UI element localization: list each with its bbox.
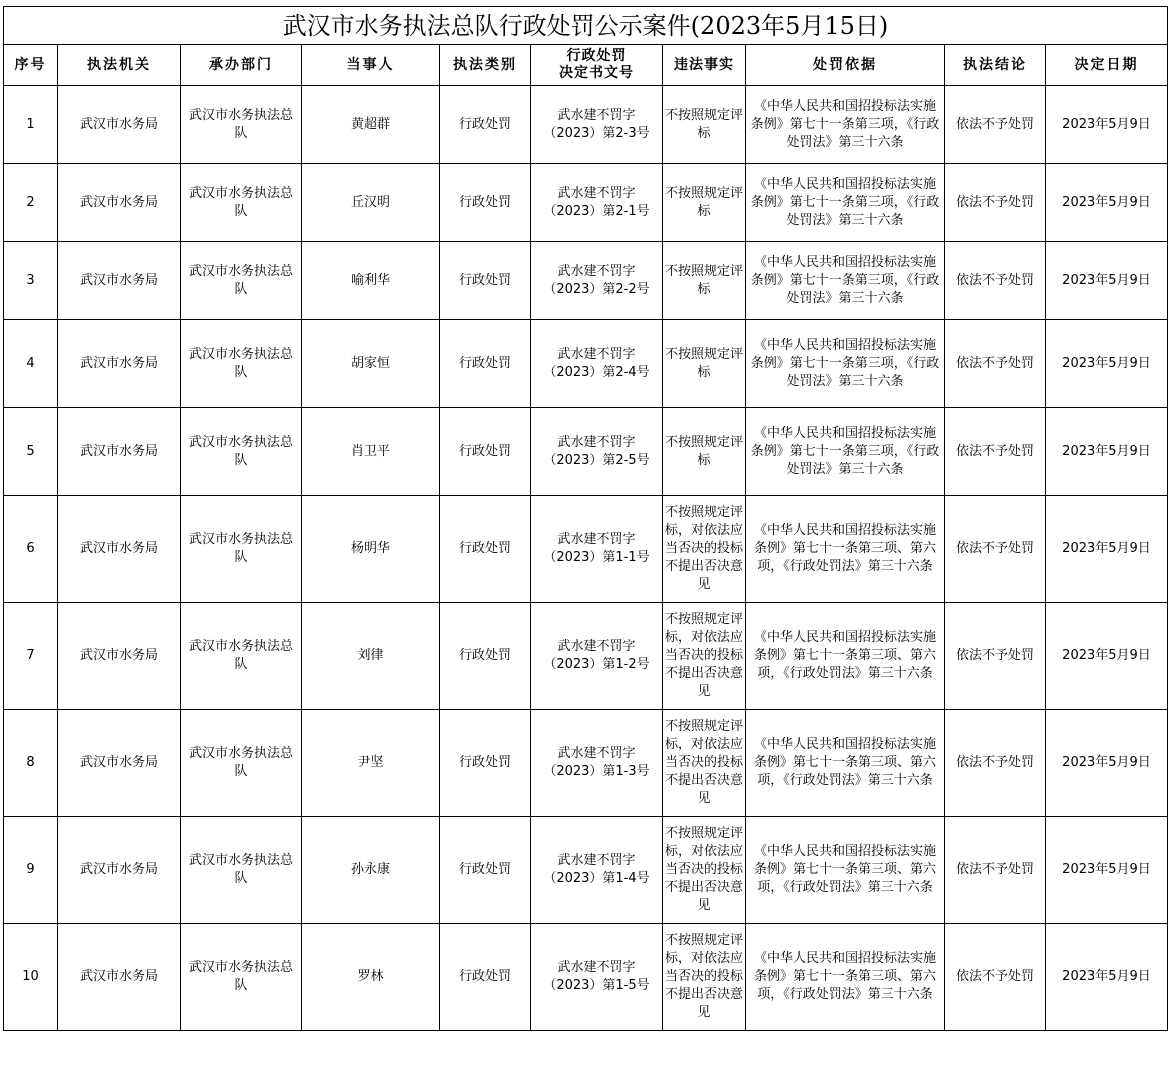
cell-party: 肖卫平 <box>302 408 440 496</box>
cell-agency: 武汉市水务局 <box>58 496 181 603</box>
cell-dept: 武汉市水务执法总队 <box>181 408 302 496</box>
cell-fact: 不按照规定评标 <box>663 164 746 242</box>
cell-conclusion: 依法不予处罚 <box>945 496 1046 603</box>
cell-party: 罗林 <box>302 924 440 1031</box>
cell-doc-number: 武水建不罚字（2023）第2-3号 <box>531 86 663 164</box>
cell-agency: 武汉市水务局 <box>58 710 181 817</box>
table-row <box>4 817 1168 924</box>
cell-dept: 武汉市水务执法总队 <box>181 164 302 242</box>
cell-no: 10 <box>4 924 58 1031</box>
cell-party: 杨明华 <box>302 496 440 603</box>
cell-conclusion: 依法不予处罚 <box>945 320 1046 408</box>
header-category: 执法类别 <box>440 45 531 86</box>
header-no: 序号 <box>4 45 58 86</box>
cell-basis: 《中华人民共和国招投标法实施条例》第七十一条第三项、第六项，《行政处罚法》第三十六条 <box>746 496 945 603</box>
cell-doc-number: 武水建不罚字（2023）第1-2号 <box>531 603 663 710</box>
table-body <box>4 86 1168 1031</box>
cell-dept: 武汉市水务执法总队 <box>181 710 302 817</box>
cell-conclusion: 依法不予处罚 <box>945 817 1046 924</box>
cell-fact: 不按照规定评标 <box>663 320 746 408</box>
cell-category: 行政处罚 <box>440 603 531 710</box>
cell-party: 孙永康 <box>302 817 440 924</box>
cell-no: 4 <box>4 320 58 408</box>
cell-basis: 《中华人民共和国招投标法实施条例》第七十一条第三项、第六项，《行政处罚法》第三十六条 <box>746 924 945 1031</box>
table-row <box>4 86 1168 164</box>
cell-dept: 武汉市水务执法总队 <box>181 86 302 164</box>
cell-basis: 《中华人民共和国招投标法实施条例》第七十一条第三项，《行政处罚法》第三十六条 <box>746 408 945 496</box>
cell-party: 刘律 <box>302 603 440 710</box>
table-row <box>4 603 1168 710</box>
cell-no: 9 <box>4 817 58 924</box>
cell-party: 胡家恒 <box>302 320 440 408</box>
cell-doc-number: 武水建不罚字（2023）第2-1号 <box>531 164 663 242</box>
cell-basis: 《中华人民共和国招投标法实施条例》第七十一条第三项，《行政处罚法》第三十六条 <box>746 242 945 320</box>
cell-dept: 武汉市水务执法总队 <box>181 817 302 924</box>
cell-date: 2023年5月9日 <box>1046 924 1168 1031</box>
cell-category: 行政处罚 <box>440 924 531 1031</box>
header-fact: 违法事实 <box>663 45 746 86</box>
cell-date: 2023年5月9日 <box>1046 603 1168 710</box>
cell-fact: 不按照规定评标，对依法应当否决的投标不提出否决意见 <box>663 817 746 924</box>
cell-party: 尹坚 <box>302 710 440 817</box>
table-row <box>4 164 1168 242</box>
header-dept: 承办部门 <box>181 45 302 86</box>
cell-date: 2023年5月9日 <box>1046 320 1168 408</box>
cell-agency: 武汉市水务局 <box>58 320 181 408</box>
header-doc-line1: 行政处罚 <box>566 48 627 64</box>
cell-dept: 武汉市水务执法总队 <box>181 320 302 408</box>
cell-no: 7 <box>4 603 58 710</box>
cell-no: 2 <box>4 164 58 242</box>
cell-agency: 武汉市水务局 <box>58 924 181 1031</box>
cell-basis: 《中华人民共和国招投标法实施条例》第七十一条第三项，《行政处罚法》第三十六条 <box>746 86 945 164</box>
cell-category: 行政处罚 <box>440 86 531 164</box>
cell-party: 喻利华 <box>302 242 440 320</box>
header-basis: 处罚依据 <box>746 45 945 86</box>
header-date: 决定日期 <box>1046 45 1168 86</box>
cell-date: 2023年5月9日 <box>1046 86 1168 164</box>
header-doc-line2: 决定书文号 <box>559 65 634 81</box>
table-row <box>4 710 1168 817</box>
cell-basis: 《中华人民共和国招投标法实施条例》第七十一条第三项，《行政处罚法》第三十六条 <box>746 164 945 242</box>
cell-doc-number: 武水建不罚字（2023）第1-5号 <box>531 924 663 1031</box>
cell-agency: 武汉市水务局 <box>58 242 181 320</box>
cell-fact: 不按照规定评标，对依法应当否决的投标不提出否决意见 <box>663 496 746 603</box>
page-title: 武汉市水务执法总队行政处罚公示案件(2023年5月15日) <box>4 7 1168 45</box>
cell-doc-number: 武水建不罚字（2023）第1-1号 <box>531 496 663 603</box>
table-row <box>4 242 1168 320</box>
cell-no: 1 <box>4 86 58 164</box>
cell-dept: 武汉市水务执法总队 <box>181 924 302 1031</box>
header-agency: 执法机关 <box>58 45 181 86</box>
table-row <box>4 924 1168 1031</box>
cell-conclusion: 依法不予处罚 <box>945 710 1046 817</box>
header-row <box>4 45 1168 86</box>
cell-conclusion: 依法不予处罚 <box>945 924 1046 1031</box>
cell-category: 行政处罚 <box>440 817 531 924</box>
cell-agency: 武汉市水务局 <box>58 603 181 710</box>
cell-date: 2023年5月9日 <box>1046 496 1168 603</box>
cell-agency: 武汉市水务局 <box>58 164 181 242</box>
cell-doc-number: 武水建不罚字（2023）第1-4号 <box>531 817 663 924</box>
cell-doc-number: 武水建不罚字（2023）第2-4号 <box>531 320 663 408</box>
cell-party: 黄超群 <box>302 86 440 164</box>
cell-date: 2023年5月9日 <box>1046 710 1168 817</box>
cell-date: 2023年5月9日 <box>1046 408 1168 496</box>
penalty-cases-table <box>3 6 1168 1031</box>
cell-no: 3 <box>4 242 58 320</box>
header-conclusion: 执法结论 <box>945 45 1046 86</box>
cell-no: 6 <box>4 496 58 603</box>
cell-category: 行政处罚 <box>440 164 531 242</box>
cell-conclusion: 依法不予处罚 <box>945 86 1046 164</box>
cell-fact: 不按照规定评标 <box>663 242 746 320</box>
cell-doc-number: 武水建不罚字（2023）第1-3号 <box>531 710 663 817</box>
cell-party: 丘汉明 <box>302 164 440 242</box>
cell-agency: 武汉市水务局 <box>58 408 181 496</box>
cell-conclusion: 依法不予处罚 <box>945 164 1046 242</box>
cell-conclusion: 依法不予处罚 <box>945 408 1046 496</box>
cell-category: 行政处罚 <box>440 496 531 603</box>
cell-fact: 不按照规定评标 <box>663 408 746 496</box>
cell-agency: 武汉市水务局 <box>58 86 181 164</box>
cell-agency: 武汉市水务局 <box>58 817 181 924</box>
penalty-notice-sheet <box>3 6 1168 1031</box>
cell-date: 2023年5月9日 <box>1046 817 1168 924</box>
cell-basis: 《中华人民共和国招投标法实施条例》第七十一条第三项，《行政处罚法》第三十六条 <box>746 320 945 408</box>
cell-dept: 武汉市水务执法总队 <box>181 242 302 320</box>
cell-fact: 不按照规定评标 <box>663 86 746 164</box>
cell-conclusion: 依法不予处罚 <box>945 242 1046 320</box>
cell-date: 2023年5月9日 <box>1046 164 1168 242</box>
cell-basis: 《中华人民共和国招投标法实施条例》第七十一条第三项、第六项，《行政处罚法》第三十六条 <box>746 817 945 924</box>
cell-dept: 武汉市水务执法总队 <box>181 603 302 710</box>
cell-conclusion: 依法不予处罚 <box>945 603 1046 710</box>
cell-fact: 不按照规定评标，对依法应当否决的投标不提出否决意见 <box>663 924 746 1031</box>
table-row <box>4 320 1168 408</box>
table-row <box>4 408 1168 496</box>
cell-fact: 不按照规定评标，对依法应当否决的投标不提出否决意见 <box>663 710 746 817</box>
cell-category: 行政处罚 <box>440 242 531 320</box>
cell-dept: 武汉市水务执法总队 <box>181 496 302 603</box>
cell-basis: 《中华人民共和国招投标法实施条例》第七十一条第三项、第六项，《行政处罚法》第三十六条 <box>746 603 945 710</box>
header-party: 当事人 <box>302 45 440 86</box>
cell-date: 2023年5月9日 <box>1046 242 1168 320</box>
cell-category: 行政处罚 <box>440 710 531 817</box>
cell-no: 5 <box>4 408 58 496</box>
cell-fact: 不按照规定评标，对依法应当否决的投标不提出否决意见 <box>663 603 746 710</box>
cell-category: 行政处罚 <box>440 408 531 496</box>
cell-no: 8 <box>4 710 58 817</box>
header-doc-number <box>531 45 663 86</box>
cell-basis: 《中华人民共和国招投标法实施条例》第七十一条第三项、第六项，《行政处罚法》第三十六条 <box>746 710 945 817</box>
cell-doc-number: 武水建不罚字（2023）第2-2号 <box>531 242 663 320</box>
cell-doc-number: 武水建不罚字（2023）第2-5号 <box>531 408 663 496</box>
table-row <box>4 496 1168 603</box>
cell-category: 行政处罚 <box>440 320 531 408</box>
